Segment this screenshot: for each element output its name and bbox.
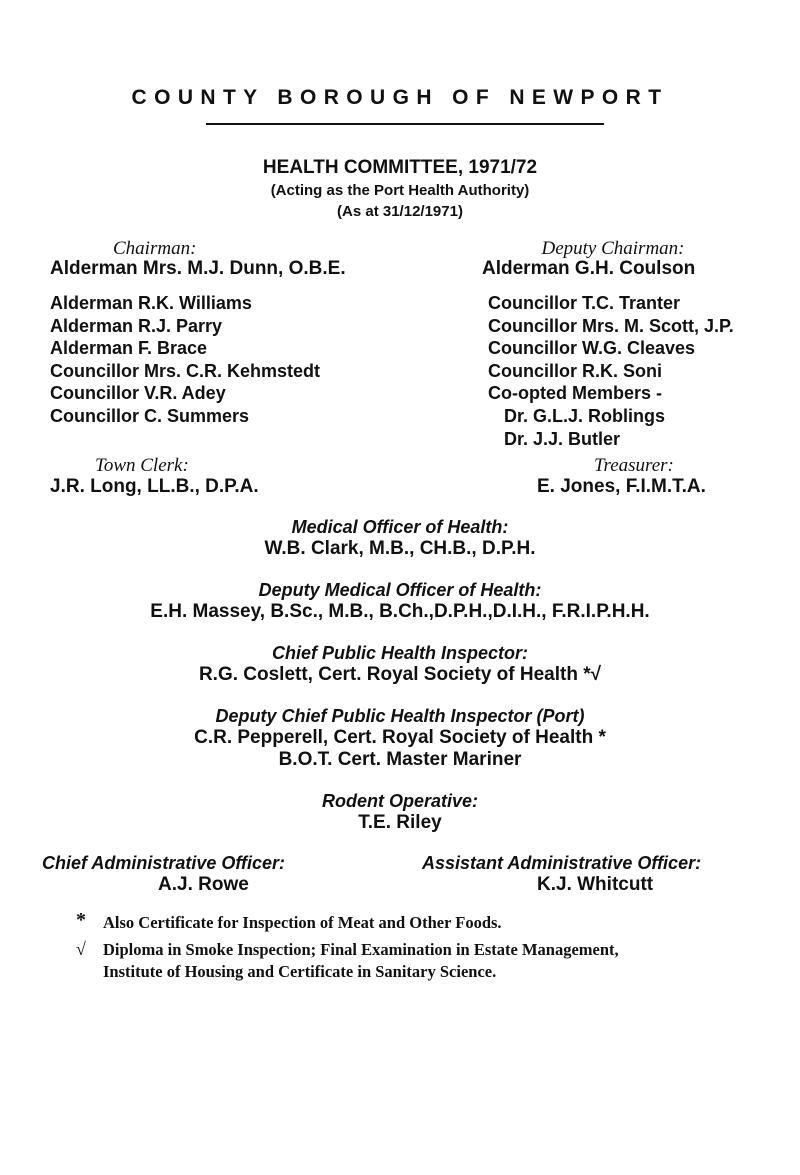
chief-admin-title: Chief Administrative Officer: — [42, 853, 286, 873]
footnote-star-symbol: * — [76, 909, 86, 931]
deputy-cphi-name: C.R. Pepperell, Cert. Royal Society of Health * — [194, 727, 606, 748]
treasurer-name: E. Jones, F.I.M.T.A. — [537, 476, 706, 497]
footnote-tick-symbol: √ — [76, 939, 86, 959]
member-item: Dr. G.L.J. Roblings — [504, 405, 666, 426]
footnote-tick-text-line1: Diploma in Smoke Inspection; Final Examination in Estate Management, — [103, 940, 619, 959]
member-item: Alderman R.J. Parry — [50, 315, 223, 336]
deputy-chairman-name: Alderman G.H. Coulson — [482, 258, 696, 279]
member-item: Councillor R.K. Soni — [488, 360, 662, 381]
members-right-list — [488, 292, 734, 450]
as-at-date: (As at 31/12/1971) — [337, 203, 463, 220]
member-item: Dr. J.J. Butler — [504, 428, 621, 449]
member-item: Alderman R.K. Williams — [50, 293, 252, 313]
deputy-cphi-title: Deputy Chief Public Health Inspector (Port) — [215, 706, 585, 726]
footnote-star-text: Also Certificate for Inspection of Meat and Other Foods. — [103, 913, 502, 932]
acting-subtitle: (Acting as the Port Health Authority) — [270, 182, 530, 199]
deputy-moh-title: Deputy Medical Officer of Health: — [258, 580, 542, 600]
chief-admin-name: A.J. Rowe — [158, 874, 249, 895]
deputy-moh-name: E.H. Massey, B.Sc., M.B., B.Ch.,D.P.H.,D.I.H., F.R.I.P.H.H. — [150, 601, 650, 622]
member-item: Alderman F. Brace — [50, 338, 208, 359]
chairman-title: Chairman: — [113, 238, 197, 259]
member-item: Councillor Mrs. C.R. Kehmstedt — [50, 360, 321, 381]
assistant-admin-title: Assistant Administrative Officer: — [422, 853, 702, 873]
treasurer-title: Treasurer: — [594, 455, 674, 476]
members-left-list — [50, 292, 320, 428]
deputy-chairman-title: Deputy Chairman: — [541, 238, 685, 259]
cphi-title: Chief Public Health Inspector: — [271, 643, 529, 663]
member-item: Councillor T.C. Tranter — [488, 293, 681, 313]
member-item: Councillor C. Summers — [50, 405, 250, 426]
town-clerk-title: Town Clerk: — [95, 455, 189, 476]
assistant-admin-name: K.J. Whitcutt — [537, 874, 654, 895]
town-clerk-name: J.R. Long, LL.B., D.P.A. — [50, 476, 259, 497]
member-item: Councillor Mrs. M. Scott, J.P. — [488, 315, 734, 336]
member-item: Councillor V.R. Adey — [50, 383, 226, 404]
heading-rule — [206, 123, 604, 125]
moh-name: W.B. Clark, M.B., CH.B., D.P.H. — [264, 538, 536, 559]
member-item: Councillor W.G. Cleaves — [488, 338, 696, 359]
rodent-title: Rodent Operative: — [321, 791, 479, 811]
chairman-name: Alderman Mrs. M.J. Dunn, O.B.E. — [50, 258, 346, 279]
rodent-name: T.E. Riley — [358, 812, 442, 833]
footnote-tick-text-line2: Institute of Housing and Certificate in Sanitary Science. — [103, 962, 497, 981]
committee-title: HEALTH COMMITTEE, 1971/72 — [262, 157, 538, 178]
deputy-cphi-qualification: B.O.T. Cert. Master Mariner — [278, 749, 522, 770]
moh-title: Medical Officer of Health: — [291, 517, 509, 537]
borough-heading: COUNTY BOROUGH OF NEWPORT — [131, 86, 669, 109]
member-item: Co-opted Members - — [488, 383, 663, 404]
cphi-name: R.G. Coslett, Cert. Royal Society of Health *√ — [198, 664, 602, 685]
